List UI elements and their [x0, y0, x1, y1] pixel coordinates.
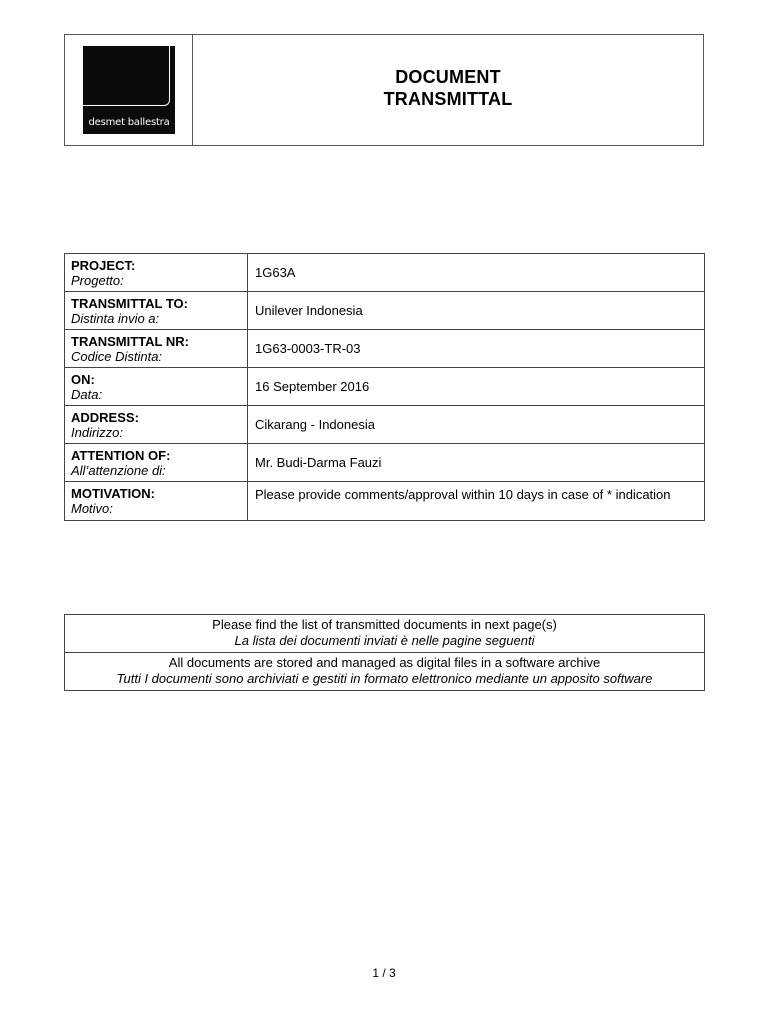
note-cell — [65, 615, 705, 653]
motivation-row — [65, 482, 705, 521]
label-italian: Progetto: — [71, 272, 124, 288]
motivation-label — [65, 482, 248, 521]
attention-value: Mr. Budi-Darma Fauzi — [248, 444, 705, 482]
attention-row — [65, 444, 705, 482]
date-value: 16 September 2016 — [248, 368, 705, 406]
project-label — [65, 254, 248, 292]
transmittal-to-row — [65, 292, 705, 330]
note-cell — [65, 653, 705, 691]
address-value: Cikarang - Indonesia — [248, 406, 705, 444]
transmittal-nr-row — [65, 330, 705, 368]
label-italian: Distinta invio a: — [71, 310, 160, 326]
document-title-line2: TRANSMITTAL — [383, 89, 513, 109]
address-row — [65, 406, 705, 444]
logo-text: desmet ballestra — [88, 117, 170, 128]
transmittal-nr-label — [65, 330, 248, 368]
label-english: ON: — [71, 371, 95, 387]
attention-label — [65, 444, 248, 482]
note-english: All documents are stored and managed as digital files in a software archive — [168, 655, 601, 670]
label-english: TRANSMITTAL TO: — [71, 295, 188, 311]
label-english: PROJECT: — [71, 257, 136, 273]
project-row — [65, 254, 705, 292]
label-italian: Indirizzo: — [71, 424, 124, 440]
note-row — [65, 653, 705, 691]
notes-box — [64, 614, 705, 691]
label-english: ADDRESS: — [71, 409, 139, 425]
transmittal-info-table — [64, 253, 705, 521]
note-italian: Tutti I documenti sono archiviati e gestiti in formato elettronico mediante un apposito software — [116, 671, 653, 686]
address-label — [65, 406, 248, 444]
label-italian: Motivo: — [71, 501, 113, 516]
project-value: 1G63A — [248, 254, 705, 292]
label-english: TRANSMITTAL NR: — [71, 333, 189, 349]
logo-cell — [65, 35, 193, 145]
note-row — [65, 615, 705, 653]
logo-outline-shape — [83, 46, 170, 106]
transmittal-to-value: Unilever Indonesia — [248, 292, 705, 330]
document-title-line1: DOCUMENT — [395, 67, 501, 87]
page-number: 1 / 3 — [372, 966, 396, 980]
motivation-value: Please provide comments/approval within 10 days in case of * indication — [248, 482, 705, 521]
note-italian: La lista dei documenti inviati è nelle pagine seguenti — [234, 633, 535, 648]
date-label — [65, 368, 248, 406]
transmittal-nr-value: 1G63-0003-TR-03 — [248, 330, 705, 368]
label-italian: Data: — [71, 386, 103, 402]
company-logo — [83, 46, 175, 134]
label-italian: Codice Distinta: — [71, 348, 163, 364]
label-english: MOTIVATION: — [71, 486, 156, 501]
date-row — [65, 368, 705, 406]
document-header — [64, 34, 704, 146]
transmittal-to-label — [65, 292, 248, 330]
label-english: ATTENTION OF: — [71, 447, 171, 463]
label-italian: All’attenzione di: — [71, 462, 166, 478]
title-cell — [193, 35, 703, 145]
note-english: Please find the list of transmitted documents in next page(s) — [212, 617, 557, 632]
